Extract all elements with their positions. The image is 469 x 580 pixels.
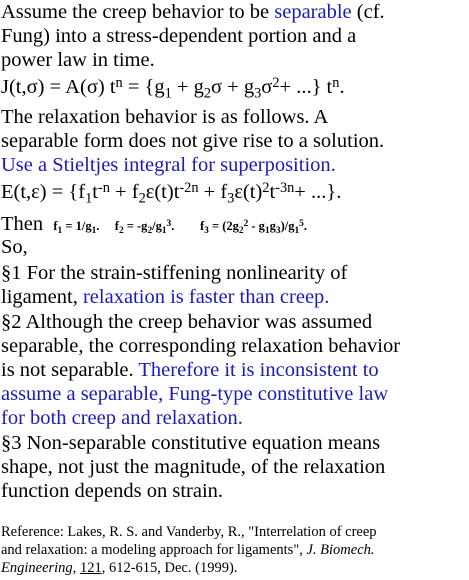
relaxation-line-1: The relaxation behavior is as follows. A <box>1 106 329 128</box>
intro-line-1: Assume the creep behavior to be separable (cf. <box>1 1 385 23</box>
section3-line-2: shape, not just the magnitude, of the relaxation <box>1 456 386 478</box>
section1-line-2: ligament, relaxation is faster than creep. <box>1 286 330 308</box>
section3-line-3: function depends on strain. <box>1 480 224 502</box>
reference-line-3: Engineering, 121, 612-615, Dec. (1999). <box>1 560 238 576</box>
stieltjes-line: Use a Stieltjes integral for superposition. <box>1 154 336 176</box>
section1-line-1: §1 For the strain-stiffening nonlinearity of <box>1 262 348 284</box>
then-line: Then $f_1 = 1/g_1$. $f_2 = -g_2/g_1^3$. $f_3 = (2g_2^2 - g_1g_3)/g_1^5$. <box>1 213 307 236</box>
intro-line-2: Fung) into a stress-dependent portion and a <box>1 25 357 47</box>
section2-line-3: is not separable. Therefore it is inconsistent to <box>1 359 379 381</box>
reference-line-2: and relaxation: a modeling approach for ligaments", J. Biomech. <box>1 542 375 558</box>
section2-line-1: §2 Although the creep behavior was assumed <box>1 311 373 333</box>
creep-equation: J(t,σ) = A(σ) $t^n = \{g_1 + g_2\sigma + g_3\sigma^2+$ ...} $t^n$. <box>1 74 345 102</box>
separable-term: separable <box>274 1 352 23</box>
so-line: So, <box>1 236 28 258</box>
relaxation-equation: $E(t,\varepsilon) = \{f_1t^{-n} + f_2\varepsilon(t)t^{-2n} + f_3\varepsilon(t)^2t^{-3n}+$ ...}. <box>1 179 342 207</box>
f3-coefficient: $f_3 = (2g_2^2 - g_1g_3)/g_1^5$. <box>199 219 307 236</box>
f1-coefficient: $f_1 = 1/g_1$. <box>53 219 100 236</box>
reference-line-1: Reference: Lakes, R. S. and Vanderby, R., "Interrelation of creep <box>1 524 377 540</box>
section3-line-1: §3 Non-separable constitutive equation means <box>1 432 381 454</box>
intro-line-3: power law in time. <box>1 49 155 71</box>
section2-line-2: separable, the corresponding relaxation behavior <box>1 335 401 357</box>
section2-line-5: for both creep and relaxation. <box>1 407 243 429</box>
relaxation-line-2: separable form does not give rise to a solution. <box>1 130 385 152</box>
section2-line-4: assume a separable, Fung-type constitutive law <box>1 383 389 405</box>
f2-coefficient: $f_2 = -g_2/g_1^3$. <box>114 219 175 236</box>
